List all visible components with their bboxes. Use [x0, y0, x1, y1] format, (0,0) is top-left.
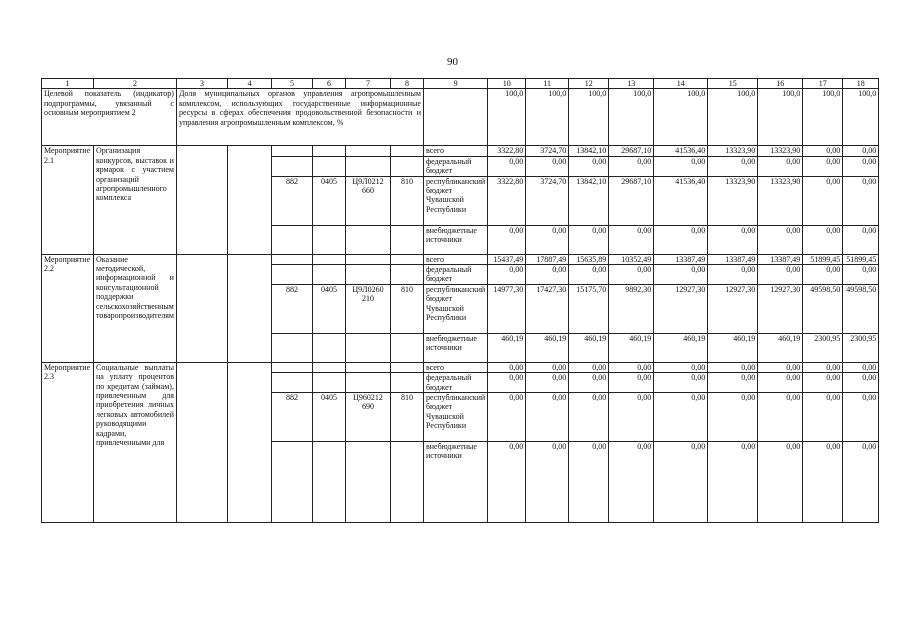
column-number: 13 [609, 79, 654, 89]
amount-cell: 0,00 [708, 442, 758, 523]
amount-cell: 2300,95 [843, 333, 879, 362]
amount-cell: 0,00 [488, 442, 526, 523]
amount-cell: 0,00 [758, 362, 803, 372]
amount-cell: 14977,30 [488, 284, 526, 333]
funding-source: федеральный бюджет [423, 265, 487, 285]
csr-code: Ц9Л0212 660 [345, 176, 390, 225]
amount-cell: 0,00 [654, 442, 708, 523]
target-value: 100,0 [708, 89, 758, 146]
empty-cell [390, 146, 423, 156]
amount-cell: 49598,50 [843, 284, 879, 333]
amount-cell: 460,19 [488, 333, 526, 362]
amount-cell: 0,00 [526, 156, 569, 176]
column-number: 1 [42, 79, 94, 89]
rzpr-code: 0405 [312, 393, 345, 442]
column-number: 8 [390, 79, 423, 89]
amount-cell: 0,00 [609, 442, 654, 523]
amount-cell: 0,00 [843, 362, 879, 372]
table-row [42, 362, 879, 372]
amount-cell: 0,00 [843, 146, 879, 156]
empty-cell [271, 373, 312, 393]
funding-source: республиканский бюджет Чувашской Республики [423, 393, 487, 442]
empty-cell [345, 265, 390, 285]
amount-cell: 0,00 [654, 265, 708, 285]
target-indicator-row [42, 89, 879, 146]
empty-cell [271, 442, 312, 523]
column-number: 9 [423, 79, 487, 89]
column-number: 14 [654, 79, 708, 89]
column-number: 5 [271, 79, 312, 89]
amount-cell: 0,00 [708, 225, 758, 254]
empty-cell [312, 146, 345, 156]
amount-cell: 0,00 [488, 265, 526, 285]
amount-cell: 0,00 [803, 393, 843, 442]
empty-cell [390, 333, 423, 362]
amount-cell: 10352,49 [609, 254, 654, 264]
amount-cell: 15635,89 [569, 254, 609, 264]
empty-cell [312, 373, 345, 393]
funding-source: федеральный бюджет [423, 373, 487, 393]
amount-cell: 0,00 [526, 225, 569, 254]
amount-cell: 49598,50 [803, 284, 843, 333]
amount-cell: 0,00 [708, 362, 758, 372]
grbs-code: 882 [271, 393, 312, 442]
empty-cell [271, 225, 312, 254]
amount-cell: 0,00 [526, 442, 569, 523]
amount-cell: 0,00 [488, 393, 526, 442]
amount-cell: 0,00 [526, 393, 569, 442]
empty-cell [312, 333, 345, 362]
empty-cell [345, 333, 390, 362]
empty-cell [345, 442, 390, 523]
empty-cell [423, 89, 487, 146]
amount-cell: 460,19 [758, 333, 803, 362]
amount-cell: 41536,40 [654, 146, 708, 156]
amount-cell: 0,00 [609, 225, 654, 254]
amount-cell: 0,00 [609, 265, 654, 285]
amount-cell: 0,00 [488, 156, 526, 176]
empty-cell [345, 225, 390, 254]
empty-cell [312, 225, 345, 254]
table-row [42, 146, 879, 156]
measure-name: Социальные выплаты на уплату процентов по кредитам (займам), привлеченным для приобретения личных легковых автомобилей руководящими кадрами, привлеченными для [94, 362, 177, 522]
amount-cell: 0,00 [803, 225, 843, 254]
funding-source: всего [423, 254, 487, 264]
amount-cell: 0,00 [526, 362, 569, 372]
grbs-code: 882 [271, 176, 312, 225]
amount-cell: 3322,80 [488, 176, 526, 225]
vr-code: 810 [390, 284, 423, 333]
amount-cell: 41536,40 [654, 176, 708, 225]
column-number: 4 [227, 79, 271, 89]
empty-cell [271, 362, 312, 372]
amount-cell: 12927,30 [654, 284, 708, 333]
amount-cell: 13323,90 [708, 146, 758, 156]
empty-cell [390, 442, 423, 523]
amount-cell: 0,00 [708, 265, 758, 285]
amount-cell: 13842,10 [569, 146, 609, 156]
amount-cell: 51899,45 [843, 254, 879, 264]
target-value: 100,0 [803, 89, 843, 146]
amount-cell: 0,00 [526, 373, 569, 393]
empty-cell [176, 254, 227, 362]
vr-code: 810 [390, 393, 423, 442]
amount-cell: 0,00 [803, 373, 843, 393]
funding-source: внебюджетные источники [423, 333, 487, 362]
measure-name: Организация конкурсов, выставок и ярмарок с участием организаций агропромышленного комплекса [94, 146, 177, 254]
empty-cell [176, 146, 227, 254]
column-number-row [42, 79, 879, 89]
amount-cell: 29687,10 [609, 176, 654, 225]
column-number: 10 [488, 79, 526, 89]
funding-source: всего [423, 362, 487, 372]
empty-cell [312, 265, 345, 285]
amount-cell: 15437,49 [488, 254, 526, 264]
amount-cell: 0,00 [609, 393, 654, 442]
amount-cell: 0,00 [758, 156, 803, 176]
amount-cell: 0,00 [708, 393, 758, 442]
csr-code: Ц960212 690 [345, 393, 390, 442]
amount-cell: 0,00 [569, 393, 609, 442]
amount-cell: 12927,30 [708, 284, 758, 333]
amount-cell: 0,00 [758, 442, 803, 523]
measure-label: Мероприятие 2.2 [42, 254, 94, 362]
empty-cell [345, 254, 390, 264]
measure-label: Мероприятие 2.1 [42, 146, 94, 254]
amount-cell: 13387,49 [758, 254, 803, 264]
budget-table [41, 78, 879, 523]
amount-cell: 13323,90 [708, 176, 758, 225]
amount-cell: 0,00 [609, 373, 654, 393]
empty-cell [227, 146, 271, 254]
amount-cell: 0,00 [758, 265, 803, 285]
amount-cell: 0,00 [569, 442, 609, 523]
amount-cell: 0,00 [758, 393, 803, 442]
amount-cell: 0,00 [488, 373, 526, 393]
amount-cell: 0,00 [803, 146, 843, 156]
amount-cell: 0,00 [569, 156, 609, 176]
empty-cell [271, 333, 312, 362]
target-value: 100,0 [609, 89, 654, 146]
empty-cell [312, 254, 345, 264]
amount-cell: 0,00 [488, 362, 526, 372]
column-number: 16 [758, 79, 803, 89]
rzpr-code: 0405 [312, 284, 345, 333]
target-value: 100,0 [488, 89, 526, 146]
amount-cell: 0,00 [843, 176, 879, 225]
amount-cell: 0,00 [708, 156, 758, 176]
empty-cell [390, 254, 423, 264]
empty-cell [390, 225, 423, 254]
amount-cell: 0,00 [758, 225, 803, 254]
target-text: Доля муниципальных органов управления агропромышленным комплексом, использующих государственные информационные ресурсы в сферах обеспечения продовольственной безопасности и управления агропромышленным комплексом, % [176, 89, 423, 146]
empty-cell [390, 373, 423, 393]
amount-cell: 29687,10 [609, 146, 654, 156]
empty-cell [176, 362, 227, 522]
amount-cell: 0,00 [609, 362, 654, 372]
funding-source: республиканский бюджет Чувашской Республики [423, 176, 487, 225]
amount-cell: 3724,70 [526, 146, 569, 156]
empty-cell [271, 265, 312, 285]
funding-source: внебюджетные источники [423, 225, 487, 254]
amount-cell: 0,00 [654, 362, 708, 372]
empty-cell [312, 442, 345, 523]
column-number: 17 [803, 79, 843, 89]
amount-cell: 460,19 [569, 333, 609, 362]
vr-code: 810 [390, 176, 423, 225]
column-number: 15 [708, 79, 758, 89]
amount-cell: 0,00 [654, 393, 708, 442]
empty-cell [390, 362, 423, 372]
amount-cell: 0,00 [488, 225, 526, 254]
amount-cell: 0,00 [843, 265, 879, 285]
amount-cell: 0,00 [803, 156, 843, 176]
empty-cell [345, 156, 390, 176]
amount-cell: 0,00 [843, 373, 879, 393]
amount-cell: 0,00 [654, 156, 708, 176]
funding-source: федеральный бюджет [423, 156, 487, 176]
empty-cell [390, 265, 423, 285]
column-number: 2 [94, 79, 177, 89]
amount-cell: 13842,10 [569, 176, 609, 225]
amount-cell: 0,00 [569, 362, 609, 372]
amount-cell: 0,00 [569, 225, 609, 254]
grbs-code: 882 [271, 284, 312, 333]
amount-cell: 0,00 [609, 156, 654, 176]
funding-source: республиканский бюджет Чувашской Республики [423, 284, 487, 333]
amount-cell: 0,00 [569, 373, 609, 393]
measure-name: Оказание методической, информационной и консультационной поддержки сельскохозяйственным товаропроизводителям [94, 254, 177, 362]
column-number: 7 [345, 79, 390, 89]
table-row [42, 254, 879, 264]
empty-cell [390, 156, 423, 176]
amount-cell: 15175,70 [569, 284, 609, 333]
page-number: 90 [447, 56, 458, 68]
empty-cell [271, 254, 312, 264]
empty-cell [227, 254, 271, 362]
column-number: 3 [176, 79, 227, 89]
empty-cell [227, 362, 271, 522]
amount-cell: 0,00 [654, 225, 708, 254]
target-value: 100,0 [569, 89, 609, 146]
csr-code: Ц9Л0260 210 [345, 284, 390, 333]
amount-cell: 9892,30 [609, 284, 654, 333]
amount-cell: 460,19 [708, 333, 758, 362]
empty-cell [271, 146, 312, 156]
column-number: 18 [843, 79, 879, 89]
column-number: 11 [526, 79, 569, 89]
amount-cell: 0,00 [843, 442, 879, 523]
amount-cell: 0,00 [526, 265, 569, 285]
amount-cell: 51899,45 [803, 254, 843, 264]
measure-label: Мероприятие 2.3 [42, 362, 94, 522]
amount-cell: 0,00 [569, 265, 609, 285]
rzpr-code: 0405 [312, 176, 345, 225]
amount-cell: 12927,30 [758, 284, 803, 333]
amount-cell: 0,00 [803, 176, 843, 225]
amount-cell: 2300,95 [803, 333, 843, 362]
amount-cell: 0,00 [803, 442, 843, 523]
amount-cell: 460,19 [609, 333, 654, 362]
target-value: 100,0 [654, 89, 708, 146]
amount-cell: 0,00 [843, 156, 879, 176]
amount-cell: 17427,30 [526, 284, 569, 333]
target-label: Целевой показатель (индикатор) подпрограммы, увязанный с основным мероприятием 2 [42, 89, 177, 146]
empty-cell [271, 156, 312, 176]
amount-cell: 13323,90 [758, 176, 803, 225]
amount-cell: 0,00 [758, 373, 803, 393]
amount-cell: 3322,80 [488, 146, 526, 156]
amount-cell: 0,00 [803, 265, 843, 285]
amount-cell: 0,00 [803, 362, 843, 372]
amount-cell: 0,00 [843, 393, 879, 442]
amount-cell: 0,00 [843, 225, 879, 254]
amount-cell: 0,00 [708, 373, 758, 393]
amount-cell: 13387,49 [654, 254, 708, 264]
funding-source: внебюджетные источники [423, 442, 487, 523]
amount-cell: 460,19 [526, 333, 569, 362]
amount-cell: 17887,49 [526, 254, 569, 264]
column-number: 12 [569, 79, 609, 89]
empty-cell [345, 362, 390, 372]
amount-cell: 13387,49 [708, 254, 758, 264]
target-value: 100,0 [843, 89, 879, 146]
funding-source: всего [423, 146, 487, 156]
amount-cell: 3724,70 [526, 176, 569, 225]
amount-cell: 13323,90 [758, 146, 803, 156]
target-value: 100,0 [526, 89, 569, 146]
empty-cell [345, 146, 390, 156]
empty-cell [312, 362, 345, 372]
target-value: 100,0 [758, 89, 803, 146]
empty-cell [312, 156, 345, 176]
empty-cell [345, 373, 390, 393]
column-number: 6 [312, 79, 345, 89]
amount-cell: 0,00 [654, 373, 708, 393]
amount-cell: 460,19 [654, 333, 708, 362]
